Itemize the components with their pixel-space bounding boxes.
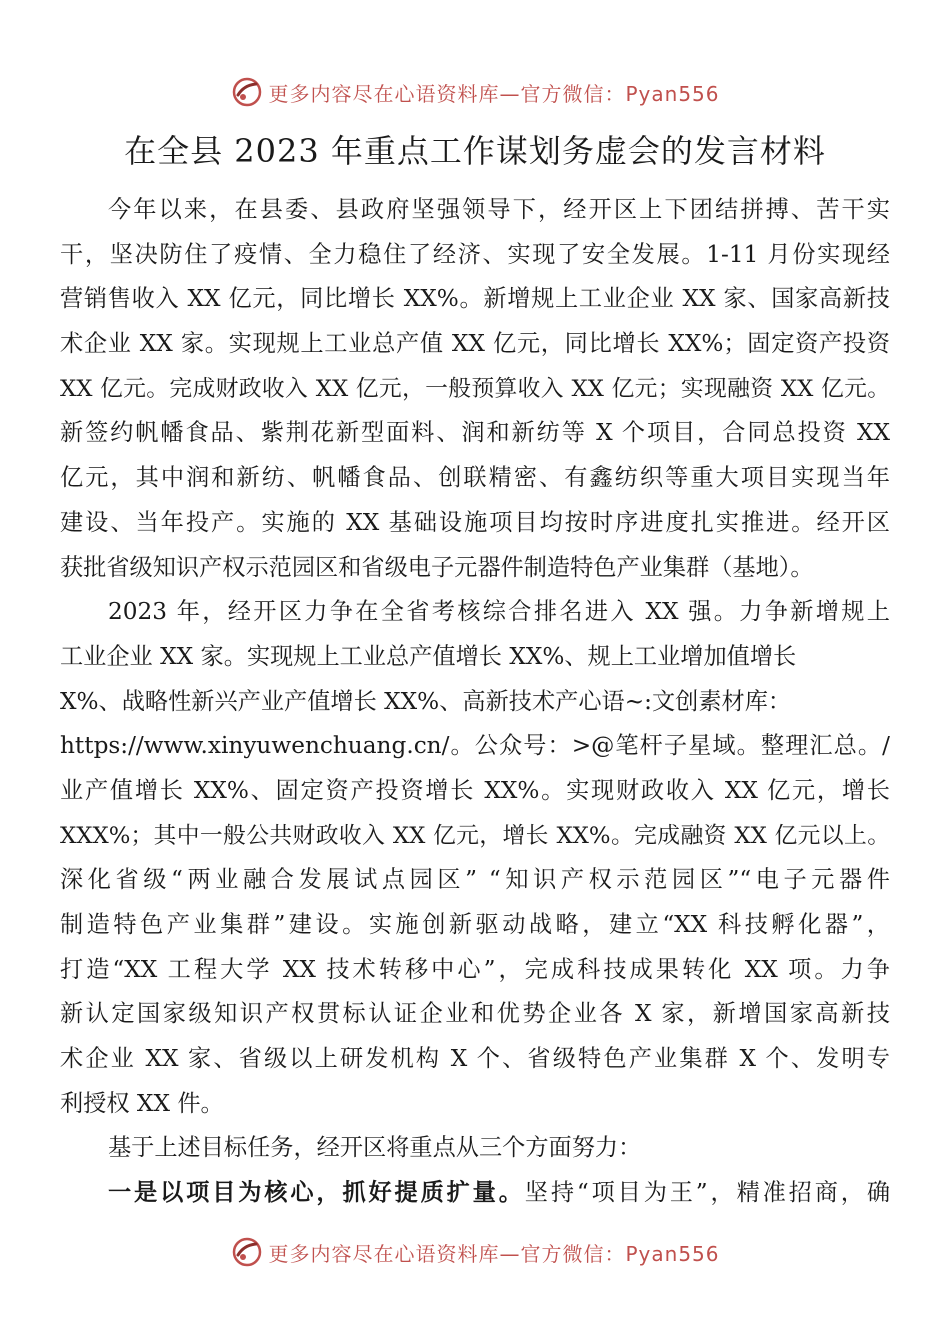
watermark-banner-bottom xyxy=(0,1232,950,1272)
body-line: https://www.xinyuwenchuang.cn/。公众号：>@笔杆子星域。整理汇总。/ xyxy=(60,732,890,760)
body-line: 获批省级知识产权示范园区和省级电子元器件制造特色产业集群（基地）。 xyxy=(60,553,814,581)
logo-icon xyxy=(230,1235,264,1269)
body-line: XX 亿元。完成财政收入 XX 亿元，一般预算收入 XX 亿元；实现融资 XX 亿元。 xyxy=(60,375,890,402)
body-line: 建设、当年投产。实施的 XX 基础设施项目均按时序进度扎实推进。经开区 xyxy=(60,508,890,536)
body-line: 术企业 XX 家。实现规上工业总产值 XX 亿元，同比增长 XX%；固定资产投资 xyxy=(60,330,890,358)
body-line: 工业企业 XX 家。实现规上工业总产值增长 XX%、规上工业增加值增长 xyxy=(60,642,797,670)
watermark-banner-top xyxy=(0,72,950,112)
body-line: 干，坚决防住了疫情、全力稳住了经济、实现了安全发展。1-11 月份实现经 xyxy=(60,240,890,268)
body-line: 利授权 XX 件。 xyxy=(60,1089,224,1117)
wechat-id: Pyan556 xyxy=(625,81,720,106)
body-line: 今年以来，在县委、县政府坚强领导下，经开区上下团结拼搏、苦干实 xyxy=(108,196,890,223)
document-body xyxy=(60,188,890,1216)
body-line: 制造特色产业集群”建设。实施创新驱动战略，建立“XX 科技孵化器”， xyxy=(60,911,890,938)
body-line: 术企业 XX 家、省级以上研发机构 X 个、省级特色产业集群 X 个、发明专 xyxy=(60,1045,890,1073)
body-line: 新签约帆幡食品、紫荆花新型面料、润和新纺等 X 个项目，合同总投资 XX xyxy=(60,419,890,447)
body-line: X%、战略性新兴产业产值增长 XX%、高新技术产心语~:文创素材库： xyxy=(60,687,792,715)
body-line: 2023 年，经开区力争在全省考核综合排名进入 XX 强。力争新增规上 xyxy=(108,598,890,626)
body-line-last xyxy=(60,1171,890,1216)
line-rest: 坚持“项目为王”，精准招商，确 xyxy=(524,1179,891,1207)
body-line: 业产值增长 XX%、固定资产投资增长 XX%。实现财政收入 XX 亿元，增长 xyxy=(60,776,890,804)
body-line: 亿元，其中润和新纺、帆幡食品、创联精密、有鑫纺织等重大项目实现当年 xyxy=(60,464,890,492)
body-line: 新认定国家级知识产权贯标认证企业和优势企业各 X 家，新增国家高新技 xyxy=(60,1000,890,1028)
document-title: 在全县 2023 年重点工作谋划务虚会的发言材料 xyxy=(124,132,826,170)
bold-heading: 一是以项目为核心，抓好提质扩量。 xyxy=(108,1179,525,1207)
banner-text: 更多内容尽在心语资料库—官方微信：Pyan556 xyxy=(268,81,720,106)
wechat-id: Pyan556 xyxy=(625,1241,720,1266)
logo-icon xyxy=(230,75,264,109)
body-line: 打造“XX 工程大学 XX 技术转移中心”，完成科技成果转化 XX 项。力争 xyxy=(60,955,890,983)
body-line: 深化省级“两业融合发展试点园区” “知识产权示范园区”“电子元器件 xyxy=(60,866,890,894)
body-line: XXX%；其中一般公共财政收入 XX 亿元，增长 XX%。完成融资 XX 亿元以上。 xyxy=(60,822,890,849)
body-line: 营销售收入 XX 亿元，同比增长 XX%。新增规上工业企业 XX 家、国家高新技 xyxy=(60,285,890,313)
banner-text: 更多内容尽在心语资料库—官方微信：Pyan556 xyxy=(268,1241,720,1266)
body-line: 基于上述目标任务，经开区将重点从三个方面努力： xyxy=(108,1134,642,1162)
